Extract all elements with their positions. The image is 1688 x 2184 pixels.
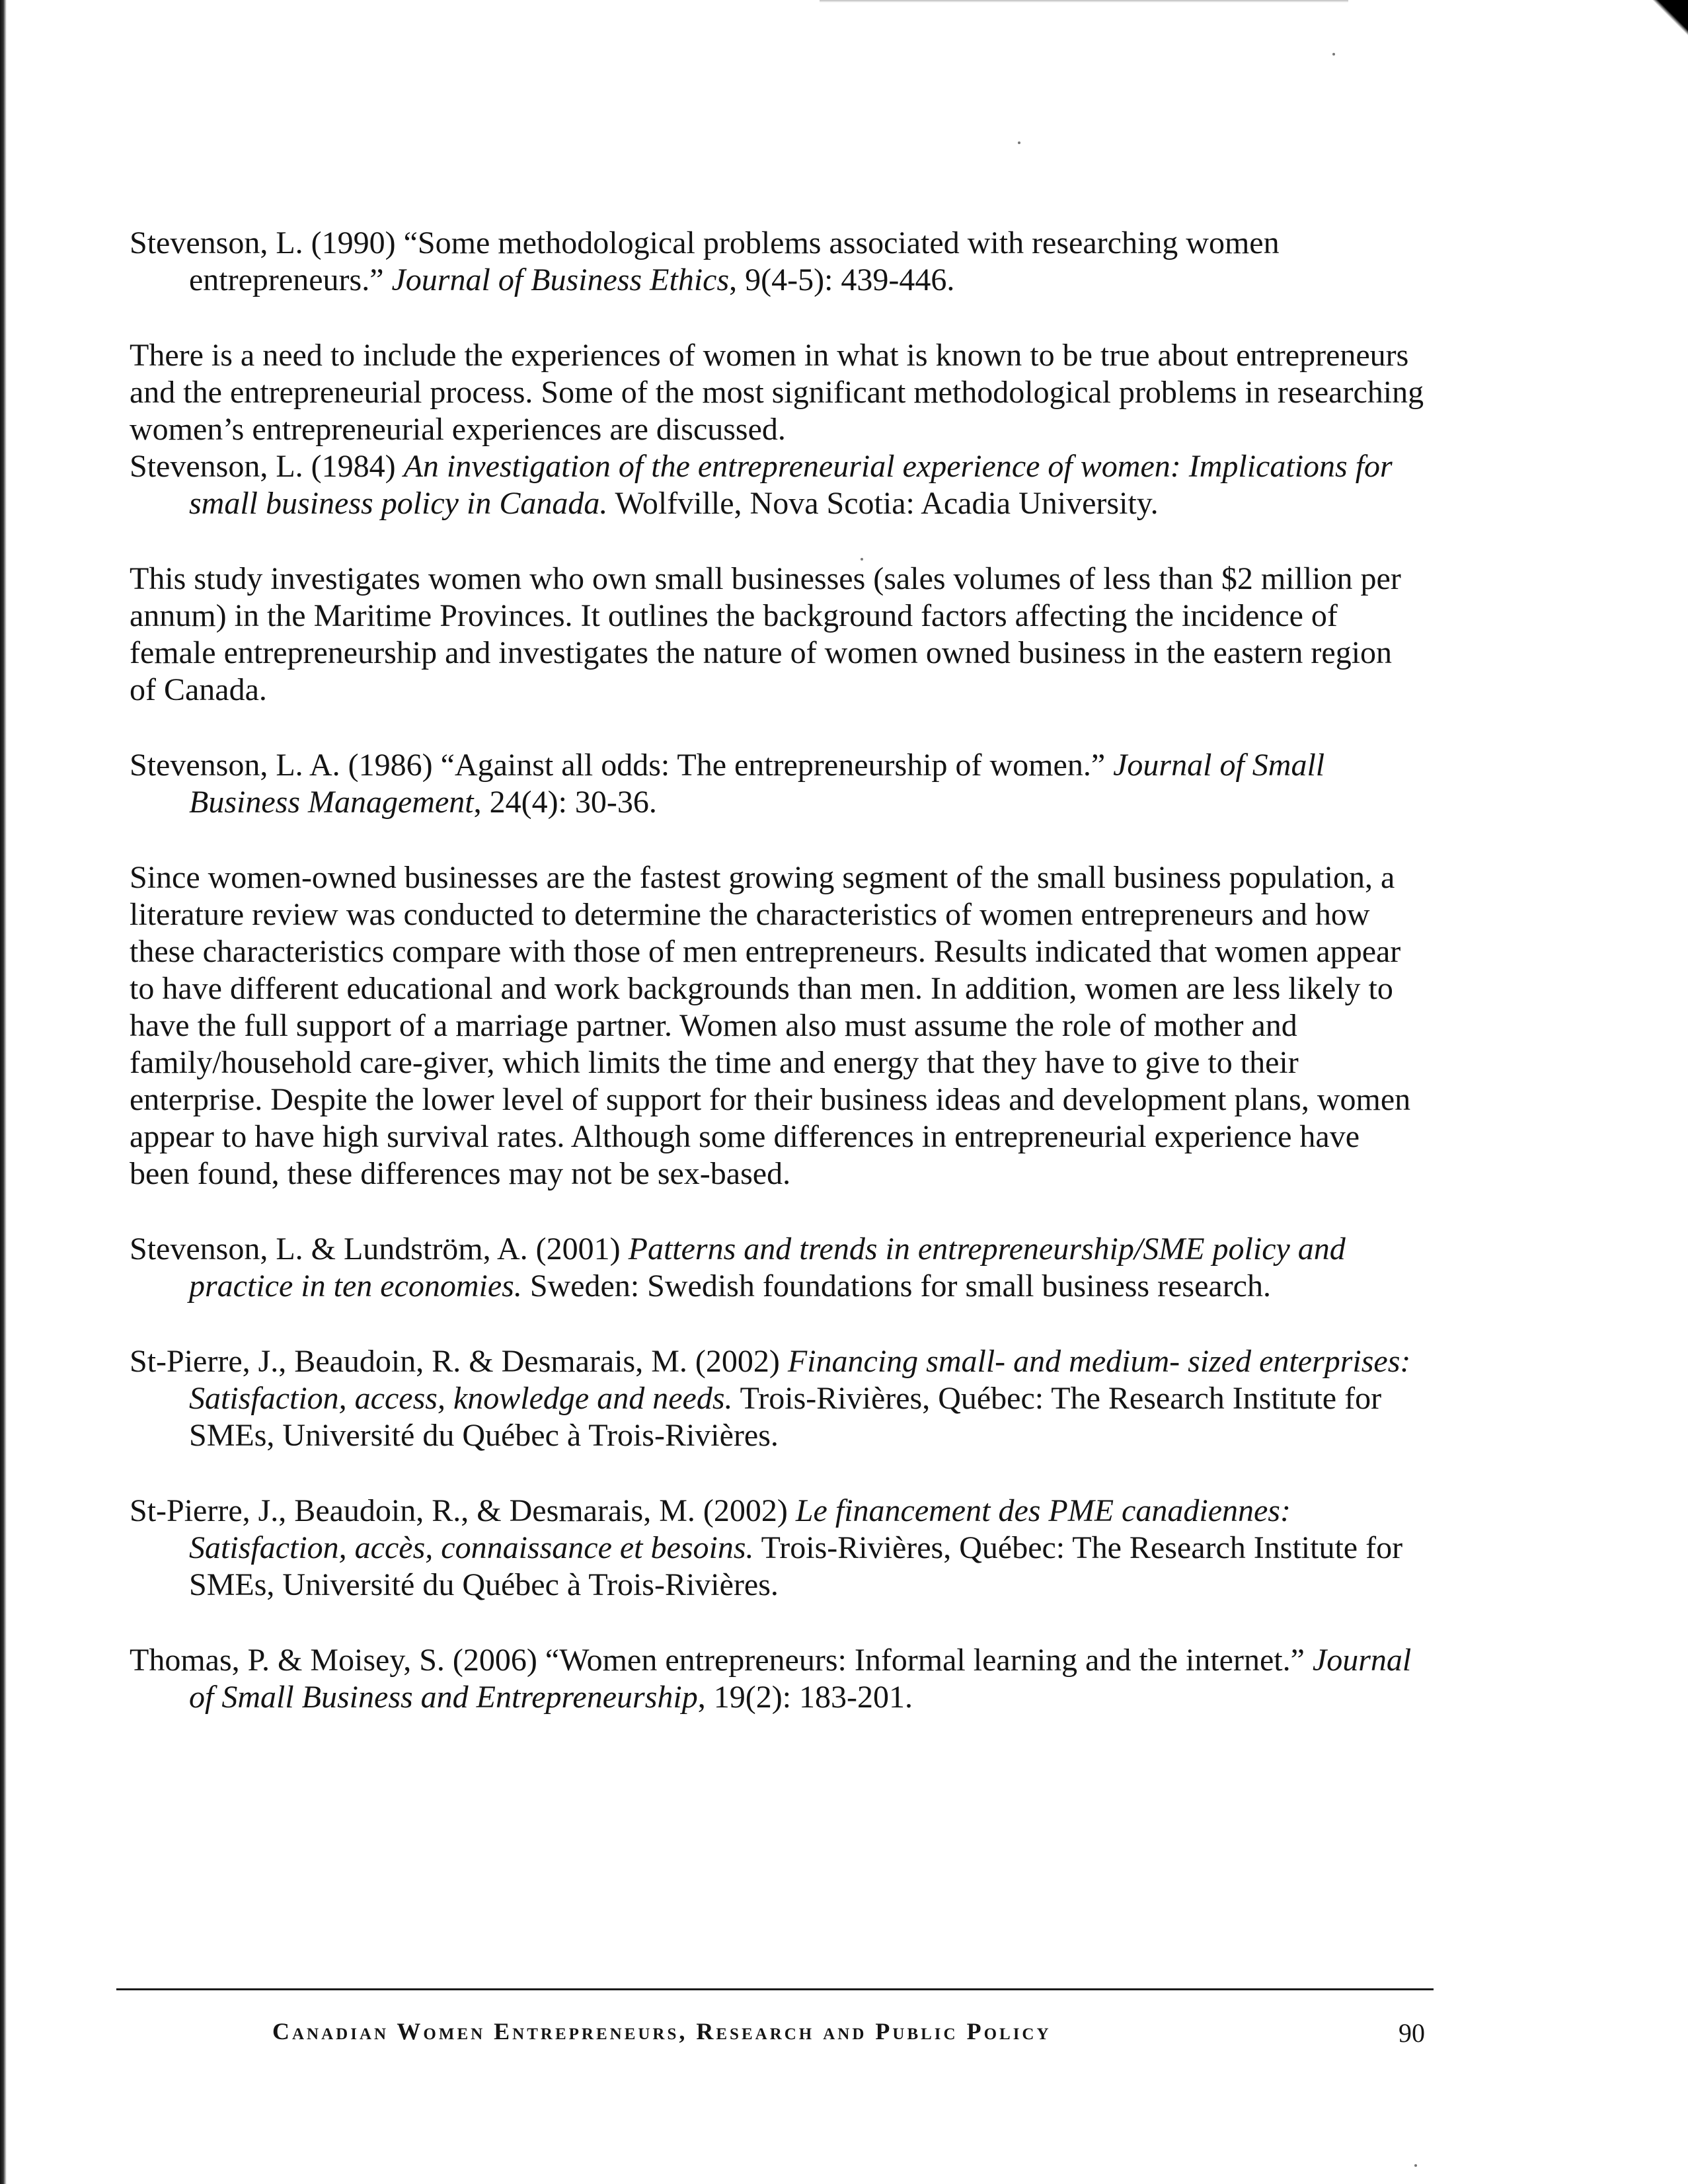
- reference-title: Le financement des PME canadiennes: Satisfaction, accès, connaissance et besoins.: [189, 1493, 1291, 1565]
- reference-stevenson-lundstrom-2001: [130, 1231, 1425, 1305]
- scan-corner-top-right: [1648, 0, 1688, 40]
- reference-details: , 24(4): 30-36.: [473, 785, 657, 820]
- reference-title: Financing small- and medium- sized enterprises: Satisfaction, access, knowledge and needs.: [189, 1344, 1411, 1416]
- reference-stevenson-1990: [130, 225, 1425, 299]
- reference-st-pierre-2002-fr: [130, 1493, 1425, 1604]
- reference-title: “Some methodological problems associated with researching women entrepreneurs.”: [189, 225, 1280, 297]
- reference-details: , 9(4-5): 439-446.: [729, 262, 955, 297]
- reference-title: “Against all odds: The entrepreneurship of women.”: [440, 748, 1114, 783]
- reference-details: Trois-Rivières, Québec: The Research Institute for SMEs, Université du Québec à Trois-Rivières.: [189, 1530, 1403, 1602]
- reference-st-pierre-2002-en: [130, 1343, 1425, 1454]
- page-number: 90: [1399, 2018, 1425, 2048]
- reference-details: Sweden: Swedish foundations for small business research.: [521, 1268, 1271, 1304]
- footer-rule: [116, 1988, 1434, 1990]
- scan-speck: [1414, 2164, 1417, 2167]
- reference-title: An investigation of the entrepreneurial experience of women: Implications for small business policy in Canada.: [189, 449, 1393, 521]
- reference-details: , 19(2): 183-201.: [697, 1680, 913, 1715]
- reference-details: Wolfville, Nova Scotia: Acadia University.: [607, 486, 1159, 521]
- reference-author: St-Pierre, J., Beaudoin, R., & Desmarais, M. (2002): [130, 1493, 796, 1528]
- reference-journal: Journal of Business Ethics: [391, 262, 730, 297]
- reference-stevenson-1984: [130, 448, 1425, 522]
- scan-speck: [1332, 53, 1335, 56]
- scan-edge-left: [0, 0, 7, 2184]
- reference-journal: Journal of Small Business and Entrepreneurship: [189, 1643, 1412, 1715]
- scan-speck: [1018, 141, 1020, 144]
- scan-edge-top: [820, 0, 1348, 3]
- abstract-stevenson-1990: There is a need to include the experiences of women in what is known to be true about entrepreneurs and the entrepreneurial process. Some of the most significant methodological problems in researching women’s entrepreneurial experiences are discussed.: [130, 338, 1424, 447]
- reference-author: Stevenson, L. & Lundström, A. (2001): [130, 1231, 629, 1267]
- reference-title: “Women entrepreneurs: Informal learning and the internet.”: [545, 1643, 1313, 1678]
- reference-stevenson-1986: [130, 747, 1425, 821]
- reference-journal: Journal of Small Business Management: [189, 748, 1325, 820]
- reference-details: Trois-Rivières, Québec: The Research Institute for SMEs, Université du Québec à Trois-Rivières.: [189, 1381, 1382, 1453]
- reference-author: Stevenson, L. (1990): [130, 225, 404, 260]
- abstract-stevenson-1984: This study investigates women who own small businesses (sales volumes of less than $2 million per annum) in the Maritime Provinces. It outlines the background factors affecting the incidence of female entrepreneurship and investigates the nature of women owned business in the eastern region of Canada.: [130, 561, 1401, 707]
- reference-thomas-moisey-2006: [130, 1642, 1425, 1716]
- abstract-stevenson-1986: Since women-owned businesses are the fastest growing segment of the small business population, a literature review was conducted to determine the characteristics of women entrepreneurs and how these characteristics compare with those of men entrepreneurs. Results indicated that women appear to have different educational and work backgrounds than men. In addition, women are less likely to have the full support of a marriage partner. Women also must assume the role of mother and family/household care-giver, which limits the time and energy that they have to give to their enterprise. Despite the lower level of support for their business ideas and development plans, women appear to have high survival rates. Although some differences in entrepreneurial experience have been found, these differences may not be sex-based.: [130, 860, 1411, 1191]
- reference-author: Stevenson, L. (1984): [130, 449, 404, 484]
- running-footer-title: Canadian Women Entrepreneurs, Research and Public Policy: [272, 2018, 1052, 2045]
- reference-title: Patterns and trends in entrepreneurship/SME policy and practice in ten economies.: [189, 1231, 1346, 1304]
- reference-author: Stevenson, L. A. (1986): [130, 748, 441, 783]
- bibliography: [130, 225, 1425, 1754]
- reference-author: St-Pierre, J., Beaudoin, R. & Desmarais, M. (2002): [130, 1344, 788, 1379]
- reference-author: Thomas, P. & Moisey, S. (2006): [130, 1643, 545, 1678]
